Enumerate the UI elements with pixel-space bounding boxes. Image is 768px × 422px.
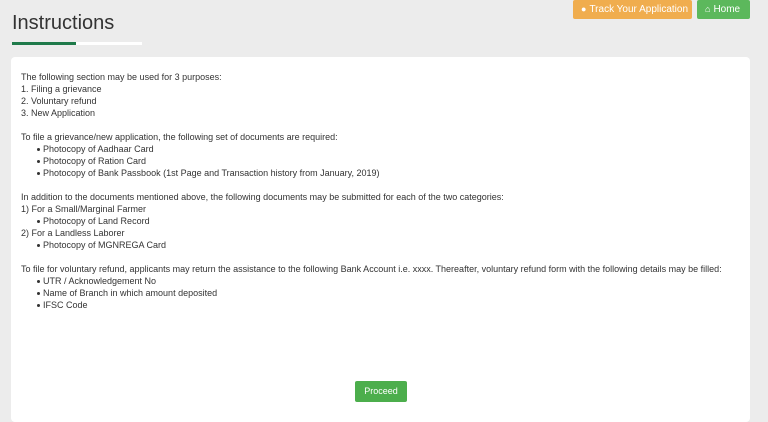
home-icon: ⌂: [705, 4, 711, 14]
title-underline-accent: [12, 42, 76, 45]
doc-item: Photocopy of Aadhaar Card: [21, 143, 740, 155]
category-laborer: 2) For a Landless Laborer: [21, 228, 125, 238]
home-button[interactable]: [697, 0, 750, 19]
proceed-button[interactable]: Proceed: [355, 381, 407, 402]
refund-intro-text: To file for voluntary refund, applicants may return the assistance to the following Bank Account i.e. xxxx. Thereafter, voluntary refund form with the following details may be filled:: [21, 264, 722, 274]
instructions-card: [11, 57, 750, 422]
track-application-label: Track Your Application: [589, 4, 689, 15]
intro-text: The following section may be used for 3 purposes:: [21, 72, 222, 82]
home-label: Home: [713, 4, 741, 15]
track-application-button[interactable]: [573, 0, 692, 19]
refund-item: Name of Branch in which amount deposited: [21, 287, 740, 299]
doc-item: Photocopy of Bank Passbook (1st Page and Transaction history from January, 2019): [21, 167, 740, 179]
refund-item: UTR / Acknowledgement No: [21, 275, 740, 287]
doc-item: Photocopy of Ration Card: [21, 155, 740, 167]
docs-intro-text: To file a grievance/new application, the following set of documents are required:: [21, 132, 338, 142]
map-marker-icon: ●: [581, 4, 587, 14]
purpose-item: 3. New Application: [21, 108, 96, 118]
category-farmer-doc: Photocopy of Land Record: [21, 215, 740, 227]
refund-item: IFSC Code: [21, 299, 740, 311]
purpose-item: 2. Voluntary refund: [21, 96, 97, 106]
category-laborer-doc: Photocopy of MGNREGA Card: [21, 239, 740, 251]
additional-docs-intro: In addition to the documents mentioned above, the following documents may be submitted for each of the two categories:: [21, 192, 504, 202]
purpose-item: 1. Filing a grievance: [21, 84, 102, 94]
category-farmer: 1) For a Small/Marginal Farmer: [21, 204, 147, 214]
page-title: Instructions: [12, 12, 115, 34]
title-underline: [12, 42, 142, 45]
